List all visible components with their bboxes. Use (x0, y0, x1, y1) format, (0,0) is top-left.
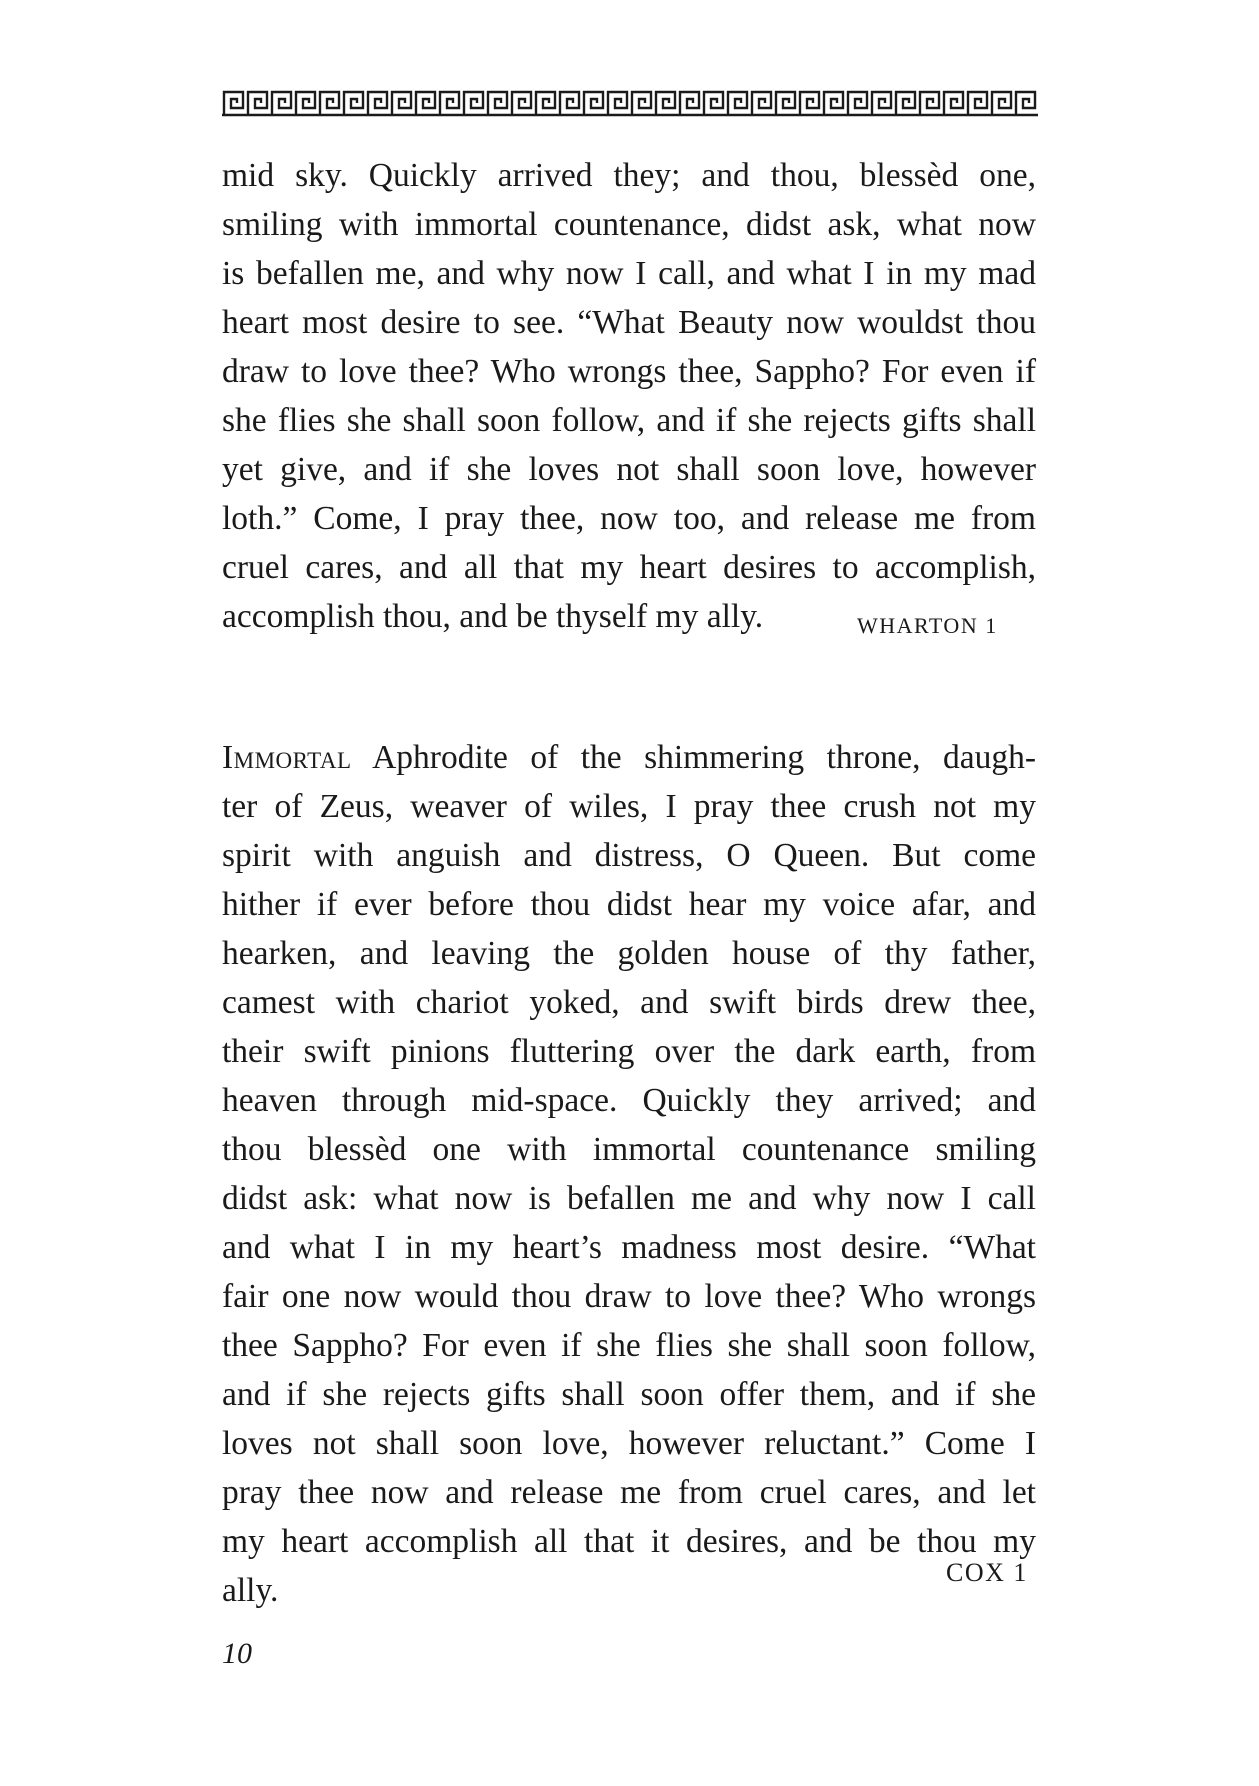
text-line: ter of Zeus, weaver of wiles, I pray thee crush not my (222, 788, 1036, 825)
text-line: my heart accomplish all that it desires, and be thou my (222, 1523, 1036, 1560)
text-line: thee Sappho? For even if she flies she shall soon follow, (222, 1327, 1036, 1364)
text-line-opening (222, 733, 1036, 782)
opening-line-rest: Aphrodite of the shimmering throne, daugh- (351, 739, 1036, 776)
text-line: yet give, and if she loves not shall soon love, however (222, 451, 1036, 488)
text-line: thou blessèd one with immortal countenance smiling (222, 1131, 1036, 1168)
opening-word: Immortal (222, 739, 352, 776)
text-line: accomplish thou, and be thyself my ally. (222, 598, 764, 635)
greek-key-border-ornament (222, 89, 1038, 117)
cox-passage (222, 733, 1036, 1615)
text-line: and what I in my heart’s madness most desire. “What (222, 1229, 1036, 1266)
greek-key-border (222, 89, 1038, 117)
text-line: spirit with anguish and distress, O Queen. But come (222, 837, 1036, 874)
text-line: pray thee now and release me from cruel cares, and let (222, 1474, 1036, 1511)
text-line: heart most desire to see. “What Beauty now wouldst thou (222, 304, 1036, 341)
text-line: and if she rejects gifts shall soon offer them, and if she (222, 1376, 1036, 1413)
text-line: draw to love thee? Who wrongs thee, Sappho? For even if (222, 353, 1036, 390)
page-number: 10 (222, 1637, 252, 1670)
text-line: camest with chariot yoked, and swift birds drew thee, (222, 984, 1036, 1021)
text-line: their swift pinions fluttering over the dark earth, from (222, 1033, 1036, 1070)
text-line: ally. (222, 1572, 279, 1609)
text-line: hither if ever before thou didst hear my voice afar, and (222, 886, 1036, 923)
text-line: loth.” Come, I pray thee, now too, and release me from (222, 500, 1036, 537)
text-line: didst ask: what now is befallen me and why now I call (222, 1180, 1036, 1217)
wharton-passage (222, 151, 1036, 641)
cox-attribution: COX 1 (946, 1558, 1028, 1587)
text-line: she flies she shall soon follow, and if she rejects gifts shall (222, 402, 1036, 439)
text-line: hearken, and leaving the golden house of thy father, (222, 935, 1036, 972)
text-line: fair one now would thou draw to love thee? Who wrongs (222, 1278, 1036, 1315)
text-line: is befallen me, and why now I call, and what I in my mad (222, 255, 1036, 292)
text-line: cruel cares, and all that my heart desires to accomplish, (222, 549, 1036, 586)
text-line: mid sky. Quickly arrived they; and thou, blessèd one, (222, 157, 1036, 194)
text-line: smiling with immortal countenance, didst ask, what now (222, 206, 1036, 243)
text-line: heaven through mid-space. Quickly they arrived; and (222, 1082, 1036, 1119)
wharton-attribution: WHARTON 1 (857, 613, 998, 638)
text-line: loves not shall soon love, however reluctant.” Come I (222, 1425, 1036, 1462)
